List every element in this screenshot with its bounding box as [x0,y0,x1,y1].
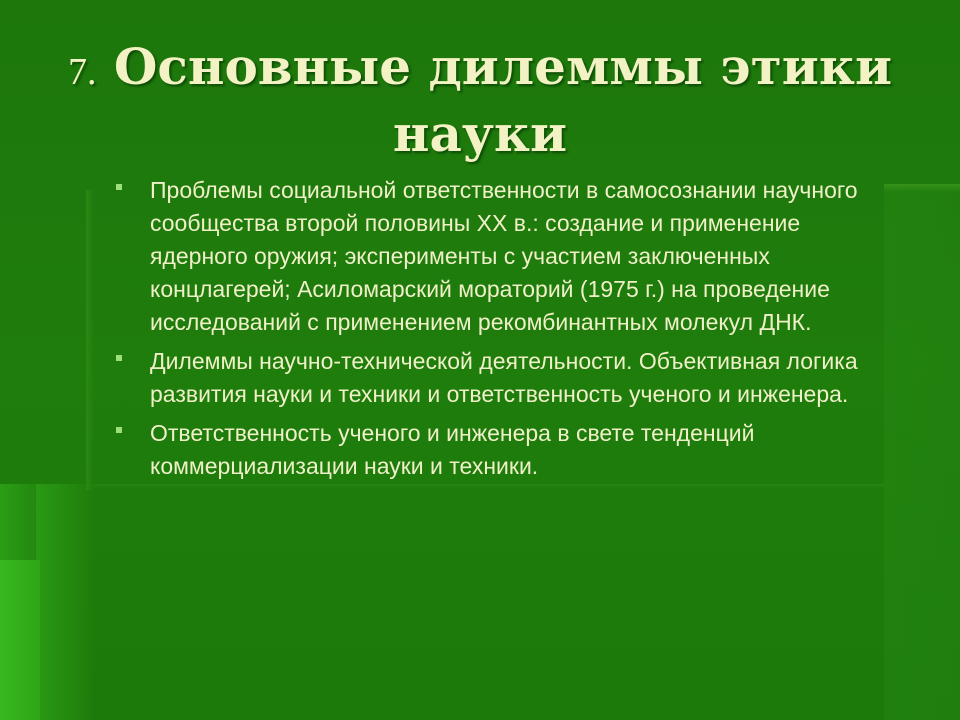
square-bullet-icon [116,427,122,433]
bullet-text-2: Дилеммы научно-технической деятельности. Объективная логика развития науки и техники и ответственность ученого и инженера. [150,348,858,407]
decorative-left-corner [0,560,40,720]
bullet-text-1: Проблемы социальной ответственности в самосознании научного сообщества второй половины XX в.: создание и применение ядерного оружия; эксперименты с участием заключенных концлагерей; Асиломарский мораторий (1975 г.) на проведение исследований с применением рекомбинантных молекул ДНК. [150,177,858,335]
slide-title-number: 7. [67,51,97,93]
decorative-left-block [34,484,94,720]
bullet-item-3 [112,417,902,483]
bullet-text-3: Ответственность ученого и инженера в свете тенденций коммерциализации науки и техники. [150,420,755,479]
slide-title [60,36,900,165]
square-bullet-icon [116,184,122,190]
decorative-left-line [86,190,94,490]
bullet-item-2 [112,345,902,411]
square-bullet-icon [116,355,122,361]
bullet-list [112,174,902,489]
decorative-left-strip [0,484,36,564]
slide-title-text: Основные дилеммы этики науки [113,37,893,163]
bullet-item-1 [112,174,902,339]
